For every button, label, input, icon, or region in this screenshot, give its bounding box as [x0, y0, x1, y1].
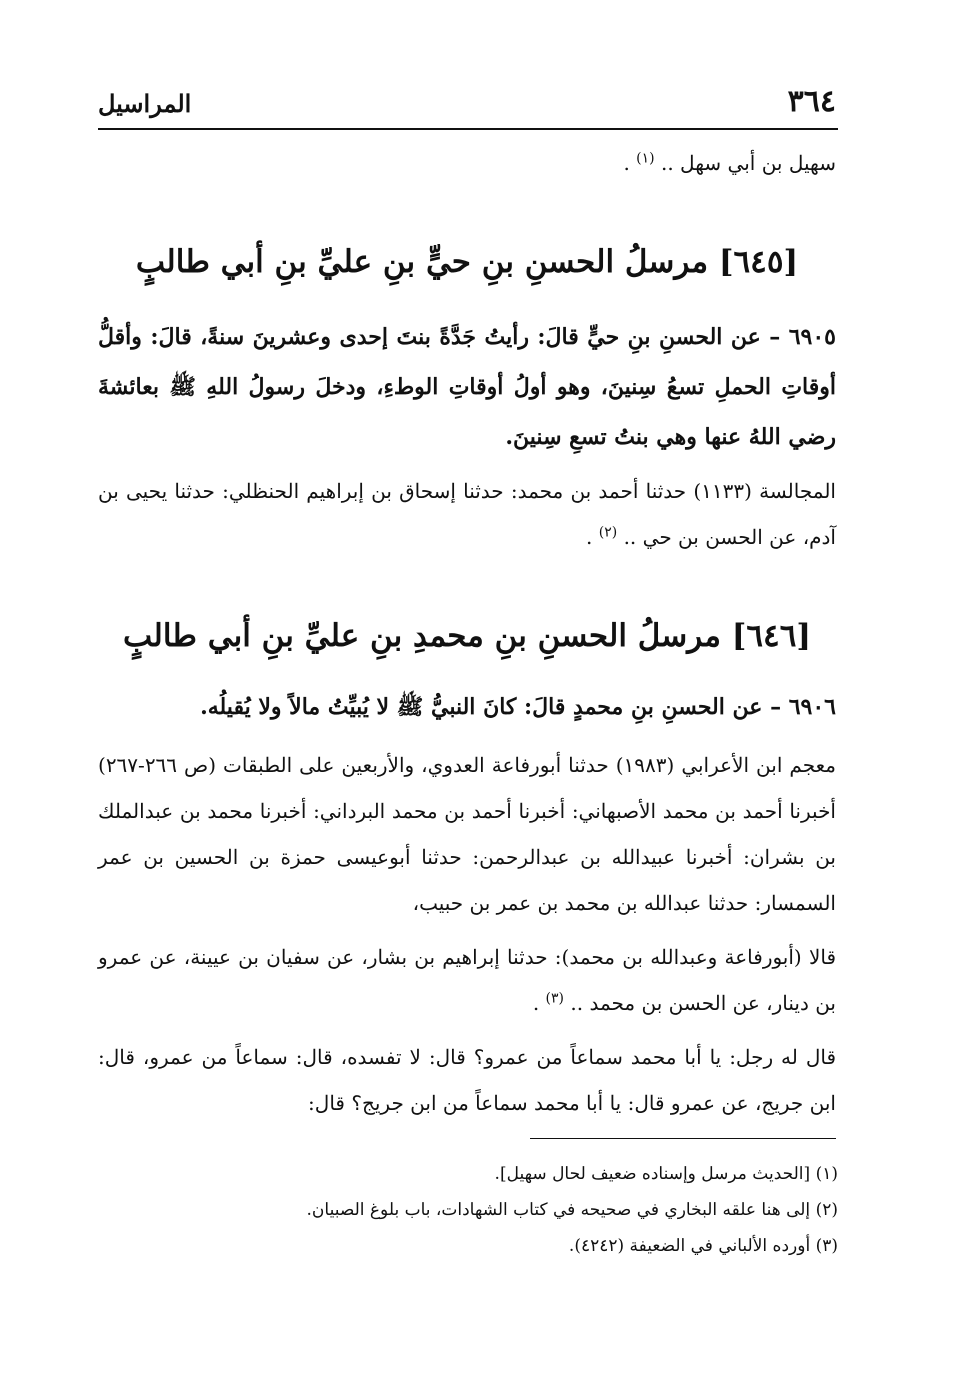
- footnote-separator: [530, 1138, 836, 1139]
- section-heading-646: [٦٤٦] مرسلُ الحسنِ بنِ محمدِ بنِ عليِّ بنِ أبي طالبٍ: [122, 618, 812, 654]
- page-number: ٣٦٤: [787, 84, 836, 119]
- footnotes: [98, 1156, 838, 1264]
- footnote-text: أورده الألباني في الضعيفة (٤٢٤٢).: [568, 1236, 811, 1256]
- footnote-ref-3: (٣): [545, 990, 565, 1007]
- continuation-paragraph: [98, 140, 836, 186]
- footnote-number: (١): [815, 1164, 838, 1184]
- footnote-number: (٢): [815, 1200, 838, 1220]
- source-text-645: المجالسة (١١٣٣) حدثنا أحمد بن محمد: حدثنا إسحاق بن إبراهيم الحنظلي: حدثنا يحيى بن آدم، عن الحسن بن حي ..: [98, 479, 836, 549]
- footnote-ref-1: (١): [636, 150, 655, 167]
- source-end-645: .: [586, 525, 593, 549]
- footnote-ref-2: (٢): [598, 524, 618, 541]
- footnote-text: إلى هنا علقه البخاري في صحيحه في كتاب الشهادات، باب بلوغ الصبيان.: [306, 1200, 811, 1220]
- footnote-2: [98, 1192, 838, 1228]
- header-rule: [98, 128, 838, 130]
- continuation-text: سهيل بن أبي سهل ..: [660, 151, 836, 175]
- footnote-number: (٣): [815, 1236, 838, 1256]
- footnote-1: [98, 1156, 838, 1192]
- continuation-end: .: [623, 151, 630, 175]
- source-paragraph-645: [98, 468, 836, 560]
- dialogue-paragraph-646: قال له رجل: يا أبا محمد سماعاً من عمرو؟ قال: لا تفسده، قال: سماعاً من عمرو، قال: ابن جريج، عن عمرو قال: يا أبا محمد سماعاً من ابن جريج؟ قال:: [98, 1045, 836, 1115]
- chain-paragraph-646: [98, 934, 836, 1026]
- hadith-6905: ٦٩٠٥ – عن الحسنِ بنِ حيٍّ قالَ: رأيتُ جَدَّةً بنتَ إحدى وعشرينَ سنةً، قالَ: وأقلُّ أوقاتِ الحملِ تسعُ سِنينَ، وهو أولُ أوقاتِ الوطءِ، ودخلَ رسولُ اللهِ ﷺ بعائشةَ رضي اللهُ عنها وهي بنتُ تسعِ سِنينَ.: [98, 324, 836, 450]
- section-heading-645: [٦٤٥] مرسلُ الحسنِ بنِ حيٍّ بنِ عليِّ بنِ أبي طالبٍ: [135, 244, 799, 280]
- footnote-3: [98, 1228, 838, 1264]
- chain-text-646: قالا (أبورفاعة وعبدالله بن محمد): حدثنا إبراهيم بن بشار، عن سفيان بن عيينة، عن عمرو بن دينار، عن الحسن بن محمد ..: [98, 945, 836, 1015]
- source-paragraph-646: معجم ابن الأعرابي (١٩٨٣) حدثنا أبورفاعة العدوي، والأربعين على الطبقات (ص ٢٦٦-٢٦٧) أخبرنا أحمد بن محمد الأصبهاني: أخبرنا أحمد بن محمد البرداني: أخبرنا محمد بن عبدالملك بن بشران: أخبرنا عبيدالله بن عبدالرحمن: حدثنا أبوعيسى حمزة بن الحسين بن عمر السمسار: حدثنا عبدالله بن محمد بن عمر بن حبيب،: [98, 753, 836, 915]
- chain-end-646: .: [532, 991, 540, 1015]
- footnote-text: [الحديث مرسل وإسناده ضعيف لحال سهيل].: [494, 1164, 811, 1184]
- running-title: المراسيل: [98, 89, 192, 118]
- hadith-6906: ٦٩٠٦ – عن الحسنِ بنِ محمدٍ قالَ: كانَ النبيُّ ﷺ لا يُبيِّتُ مالاً ولا يُقيلُه.: [200, 694, 836, 720]
